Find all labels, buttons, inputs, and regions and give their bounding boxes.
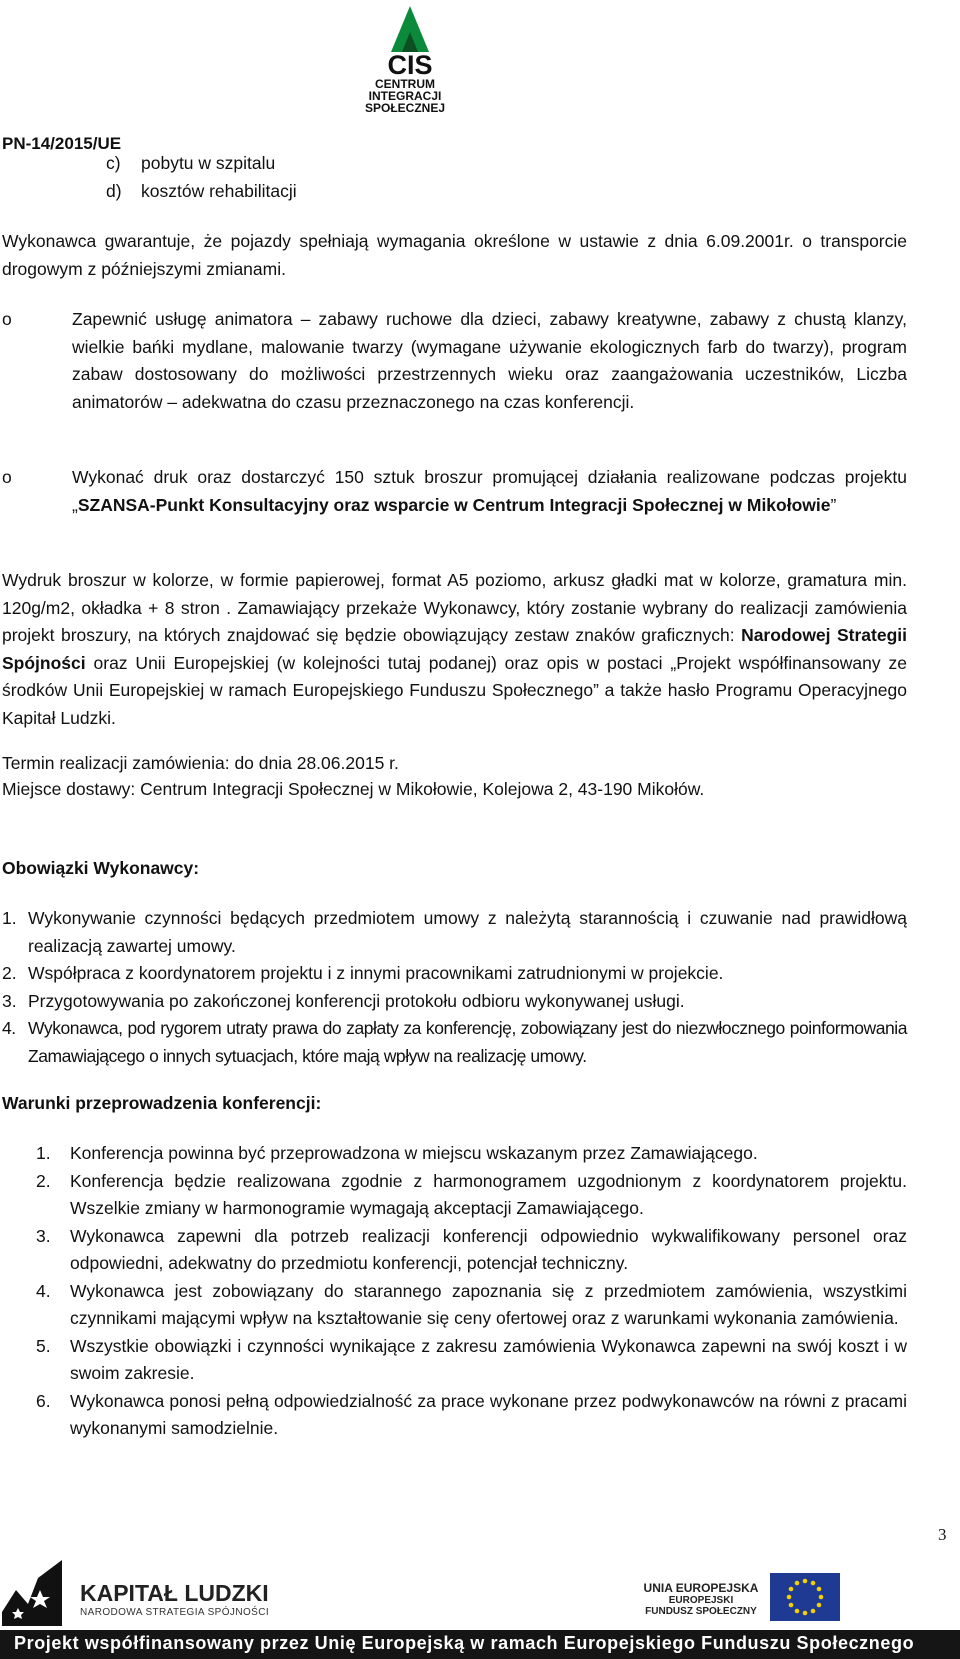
duty-text: Wykonywanie czynności będących przedmiotem umowy z należytą starannością i czuwanie nad prawidłową realizacją zawartej umowy.: [28, 908, 907, 956]
guarantee-paragraph: Wykonawca gwarantuje, że pojazdy spełniają wymagania określone w ustawie z dnia 6.09.2001r. o transporcie drogowym z późniejszymi zmianami.: [2, 231, 907, 279]
list-item-text: kosztów rehabilitacji: [141, 180, 297, 201]
cis-logo-graphic: [355, 2, 465, 120]
condition-number: 6.: [36, 1390, 51, 1411]
duties-list: [2, 905, 907, 1070]
eu-flag-icon: [770, 1573, 840, 1621]
delivery-text: Miejsce dostawy: Centrum Integracji Społecznej w Mikołowie, Kolejowa 2, 43-190 Mikołów.: [2, 779, 705, 799]
duty-text: Przygotowywania po zakończonej konferencji protokołu odbioru wykonywanej usługi.: [28, 990, 685, 1011]
condition-text: Wykonawca zapewni dla potrzeb realizacji konferencji odpowiednio wykwalifikowany personel oraz odpowiedni, adekwatny do przedmiotu konferencji, potencjał techniczny.: [70, 1225, 907, 1273]
strategy-name: Narodowej Strategii Spójności: [2, 625, 908, 673]
duty-number: 4.: [2, 1018, 16, 1038]
duty-item: [2, 905, 907, 960]
kapital-ludzki-title: KAPITAŁ LUDZKI: [80, 1580, 269, 1606]
list-item: [106, 178, 506, 206]
duty-number: 1.: [2, 908, 17, 928]
condition-text: Wykonawca ponosi pełną odpowiedzialność za prace wykonane przez podwykonawców na równi z pracami wykonanymi samodzielnie.: [70, 1390, 907, 1438]
eu-label-line2: EUROPEJSKI: [668, 1595, 734, 1606]
condition-number: 5.: [36, 1335, 51, 1356]
condition-item: [36, 1388, 907, 1443]
page-number: 3: [938, 1525, 947, 1544]
duties-heading: Obowiązki Wykonawcy:: [2, 858, 200, 878]
condition-item: [36, 1140, 907, 1168]
list-item: [106, 150, 506, 178]
cis-logo-mark: CIS: [387, 50, 433, 80]
condition-number: 4.: [36, 1280, 51, 1301]
bullet-text: Zapewnić usługę animatora – zabawy ruchowe dla dzieci, zabawy kreatywne, zabawy z chustą klanzy, wielkie bańki mydlane, malowanie twarzy (wymagane używanie ekologicznych farb do twarzy), program zabaw dostosowany do możliwości przestrzennych wieku oraz zaangażowania uczestników, Liczba animatorów – adekwatna do czasu przeznaczonego na czas konferencji.: [72, 309, 907, 412]
bullet-text: [72, 464, 907, 519]
brochure-suffix: ”: [830, 494, 837, 515]
kapital-ludzki-subtitle: NARODOWA STRATEGIA SPÓJNOŚCI: [80, 1607, 270, 1618]
footer-cofinancing-text: Projekt współfinansowany przez Unię Europejską w ramach Europejskiego Funduszu Społecznego: [14, 1633, 915, 1653]
condition-number: 2.: [36, 1170, 51, 1191]
conditions-list: [36, 1140, 907, 1443]
condition-text: Konferencja będzie realizowana zgodnie z harmonogramem uzgodnionym z koordynatorem projektu. Wszelkie zmiany w harmonogramie wymagają akceptacji Zamawiającego.: [70, 1170, 907, 1218]
condition-item: [36, 1168, 907, 1223]
project-name: SZANSA-Punkt Konsultacyjny oraz wsparcie w Centrum Integracji Społecznej w Mikołowie: [77, 494, 831, 515]
eu-label-line1: UNIA EUROPEJSKA: [643, 1581, 759, 1595]
condition-text: Konferencja powinna być przeprowadzona w miejscu wskazanym przez Zamawiającego.: [70, 1143, 758, 1163]
cis-logo: [355, 2, 465, 120]
bullet-animator: [2, 306, 907, 416]
eu-label: [640, 1581, 762, 1617]
condition-number: 3.: [36, 1225, 51, 1246]
kapital-ludzki-emblem-icon: [2, 1560, 62, 1626]
list-marker: d): [106, 180, 122, 201]
duty-item: [2, 1015, 907, 1070]
condition-item: [36, 1223, 907, 1278]
eu-label-line3: FUNDUSZ SPOŁECZNY: [645, 1606, 757, 1617]
print-text-part2: oraz Unii Europejskiej (w kolejności tutaj podanej) oraz opis w postaci „Projekt współfinansowany ze środków Unii Europejskiej w ramach Europejskiego Funduszu Społecznego” a także hasło Programu Operacyjnego Kapitał Ludzki.: [2, 652, 907, 728]
brochure-prefix: Wykonać druk oraz dostarczyć 150 sztuk broszur promującej działania realizowane podczas projektu „: [72, 467, 907, 515]
document-code: PN-14/2015/UE: [2, 134, 122, 153]
bullet-marker: o: [2, 467, 12, 487]
list-marker: c): [106, 153, 121, 173]
duty-item: [2, 960, 907, 988]
condition-item: [36, 1333, 907, 1388]
cis-logo-line4: SPOŁECZNEJ: [364, 101, 446, 115]
condition-text: Wykonawca jest zobowiązany do starannego zapoznania się z przedmiotem zamówienia, wszystkimi czynnikami mającymi wpływ na kształtowanie się ceny ofertowej oraz z warunkami wykonania zamówienia.: [70, 1280, 907, 1328]
print-text-part1: Wydruk broszur w kolorze, w formie papierowej, format A5 poziomo, arkusz gładki mat w kolorze, gramatura min. 120g/m2, okładka + 8 stron . Zamawiający przekaże Wykonawcy, który zostanie wybrany do realizacji zamówienia projekt broszury, na których znajdować się będzie obowiązujący zestaw znaków graficznych:: [2, 570, 907, 645]
list-item-text: pobytu w szpitalu: [141, 153, 276, 173]
cis-logo-line2: CENTRUM: [375, 77, 435, 91]
cis-logo-line3: INTEGRACJI: [368, 89, 442, 103]
print-paragraph: [2, 567, 907, 732]
bullet-brochure: [2, 464, 907, 519]
duty-number: 3.: [2, 990, 17, 1011]
duty-number: 2.: [2, 963, 17, 983]
duty-text: Współpraca z koordynatorem projektu i z innymi pracownikami zatrudnionymi w projekcie.: [28, 963, 724, 983]
condition-number: 1.: [36, 1143, 51, 1163]
deadline-text: Termin realizacji zamówienia: do dnia 28.06.2015 r.: [2, 753, 399, 773]
intro-list: [106, 150, 506, 205]
bullet-marker: o: [2, 309, 12, 329]
condition-text: Wszystkie obowiązki i czynności wynikające z zakresu zamówienia Wykonawca zapewni na swój koszt i w swoim zakresie.: [70, 1335, 907, 1383]
condition-item: [36, 1278, 907, 1333]
conditions-heading: Warunki przeprowadzenia konferencji:: [2, 1093, 322, 1113]
duty-item: [2, 988, 907, 1016]
duty-text: Wykonawca, pod rygorem utraty prawa do zapłaty za konferencję, zobowiązany jest do niezwłocznego poinformowania Zamawiającego o innych sytuacjach, które mają wpływ na realizację umowy.: [28, 1018, 907, 1066]
